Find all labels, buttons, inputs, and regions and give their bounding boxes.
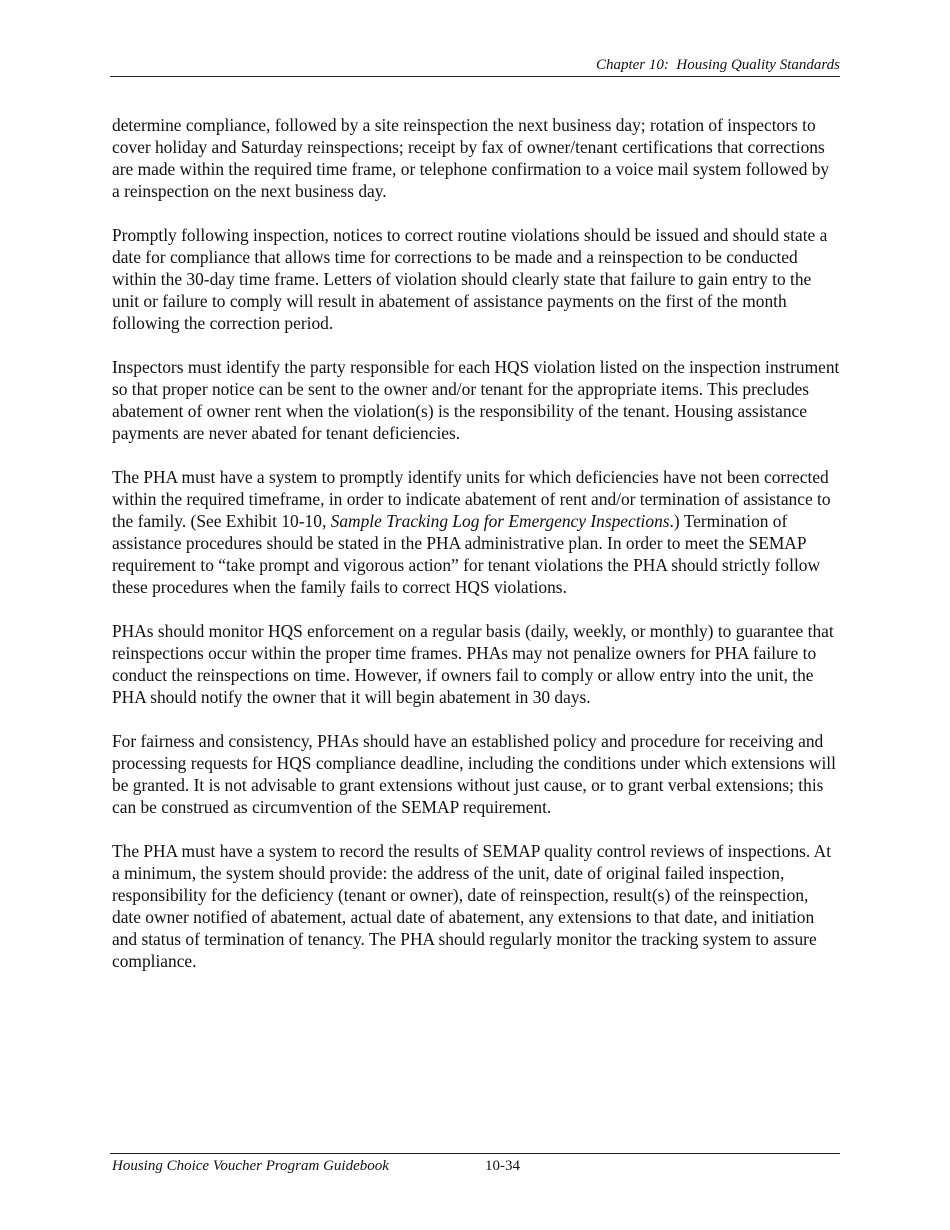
document-body	[112, 114, 840, 994]
page-footer	[110, 1153, 840, 1178]
paragraph-7: The PHA must have a system to record the results of SEMAP quality control reviews of inspections. At a minimum, the system should provide: the address of the unit, date of original failed inspection, responsibility for the deficiency (tenant or owner), date of reinspection, result(s) of the reinspection, date owner notified of abatement, actual date of abatement, any extensions to that date, and initiation and status of termination of tenancy. The PHA should regularly monitor the tracking system to assure compliance.	[112, 841, 832, 971]
paragraph-4	[112, 466, 840, 598]
paragraph-4-text-start: The PHA must have a system to promptly identify units for which deficiencies have not been corrected within the required timeframe, in order to indicate abatement of rent and/or termination of assistance to the family. (See Exhibit 10-10	[112, 467, 831, 531]
page-number: 10-34	[485, 1158, 520, 1174]
paragraph-4-text-end: .) Termination of assistance procedures should be stated in the PHA administrative plan. In order to meet the SEMAP requirement to “take prompt and vigorous action” for tenant violations the PHA should strictly follow these procedures when the family fails to correct HQS violations.	[112, 511, 821, 597]
chapter-title: Chapter 10: Housing Quality Standards	[595, 57, 840, 73]
paragraph-6: For fairness and consistency, PHAs should have an established policy and procedure for receiving and processing requests for HQS compliance deadline, including the conditions under which extensions will be granted. It is not advisable to grant extensions without just cause, or to grant verbal extensions; this can be construed as circumvention of the SEMAP requirement.	[112, 731, 836, 817]
paragraph-3: Inspectors must identify the party responsible for each HQS violation listed on the inspection instrument so that proper notice can be sent to the owner and/or tenant for the appropriate items. This precludes abatement of owner rent when the violation(s) is the responsibility of the tenant. Housing assistance payments are never abated for tenant deficiencies.	[112, 357, 840, 443]
exhibit-reference-title: , Sample Tracking Log for Emergency Inspections	[321, 511, 670, 531]
paragraph-5: PHAs should monitor HQS enforcement on a regular basis (daily, weekly, or monthly) to guarantee that reinspections occur within the proper time frames. PHAs may not penalize owners for PHA failure to conduct the reinspections on time. However, if owners fail to comply or allow entry into the unit, the PHA should notify the owner that it will begin abatement in 30 days.	[112, 621, 834, 707]
guidebook-title: Housing Choice Voucher Program Guidebook	[112, 1158, 389, 1174]
paragraph-1: determine compliance, followed by a site reinspection the next business day; rotation of inspectors to cover holiday and Saturday reinspections; receipt by fax of owner/tenant certifications that corrections are made within the required time frame, or telephone confirmation to a voice mail system followed by a reinspection on the next business day.	[112, 115, 830, 201]
paragraph-2: Promptly following inspection, notices to correct routine violations should be issued and should state a date for compliance that allows time for corrections to be made and a reinspection to be conducted within the 30-day time frame. Letters of violation should clearly state that failure to gain entry to the unit or failure to comply will result in abatement of assistance payments on the first of the month following the correction period.	[112, 225, 828, 333]
page-header	[110, 56, 840, 77]
